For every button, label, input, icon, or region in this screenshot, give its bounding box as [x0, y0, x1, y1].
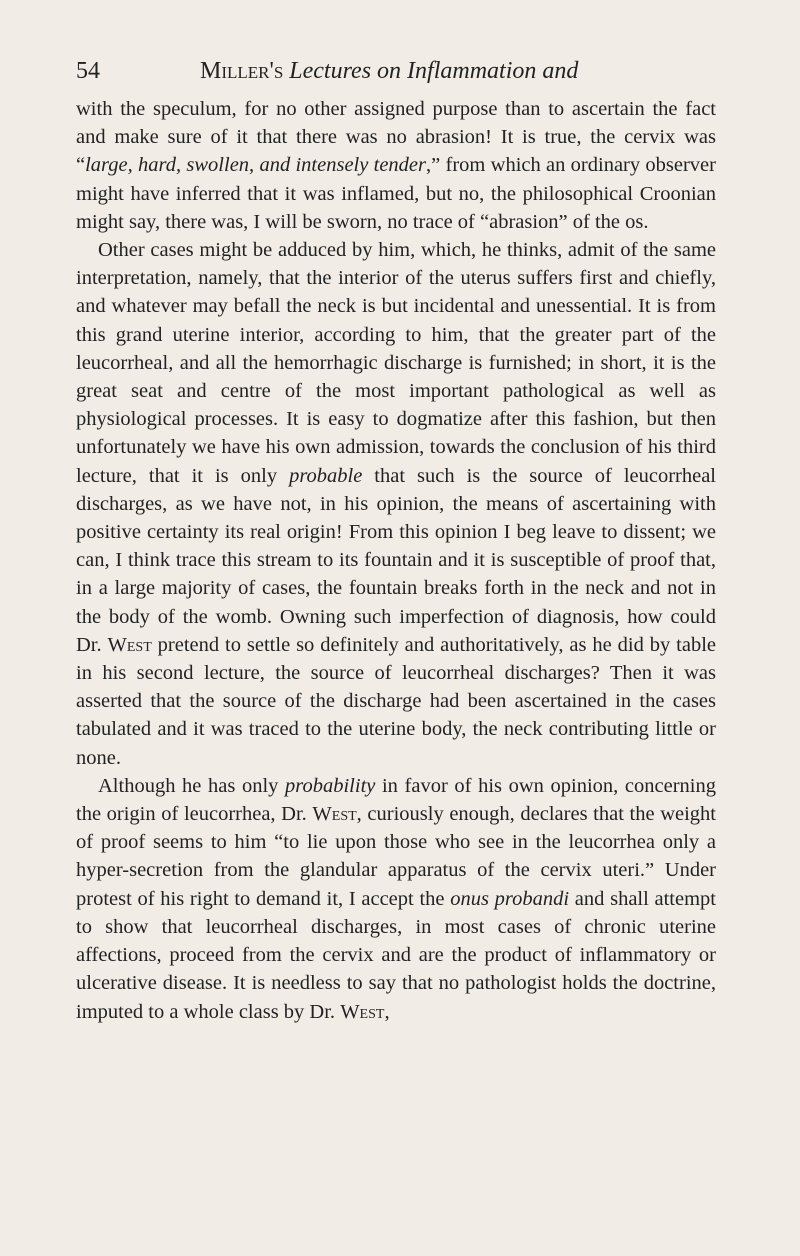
- body-paragraph: [76, 236, 716, 772]
- text-run: , curiously enough, declares that the weight of proof seems to him “to lie upon those who see in the leucorrhea only a hyper-secretion from the glandular apparatus of the cervix uteri.” Under protest of his right to demand it, I accept the: [76, 803, 716, 910]
- running-title-author: Miller's: [200, 58, 284, 84]
- page-body: [76, 95, 716, 1026]
- text-run: and shall attempt to show that leucorrheal discharges, in most cases of chronic uterine affections, proceed from the cervix and are the product of inflammatory or ulcerative disease. It is needless to say that no pathologist holds the doctrine, imputed to a whole class by Dr.: [76, 887, 716, 1023]
- text-run: Although he has only: [98, 774, 286, 797]
- running-title: [200, 58, 578, 85]
- text-run: with the speculum, for no other assigned purpose than to ascertain the fact and make sure of it that there was no abrasion! It is true, the cervix was “: [76, 98, 716, 177]
- text-run: that such is the source of leucorrheal discharges, as we have not, in his opinion, the means of ascertaining with positive certainty its real origin! From this opinion I beg leave to dissent; we can, I think trace this stream to its fountain and it is susceptible of proof that, in a large majority of cases, the fountain breaks forth in the neck and not in the body of the womb. Owning such imperfection of diagnosis, how could Dr.: [76, 464, 717, 656]
- text-run: in favor of his own opinion, concerning the origin of leucorrhea, Dr.: [76, 774, 716, 826]
- body-paragraph: [76, 95, 716, 236]
- italic-text: large, hard, swollen, and intensely tender: [85, 154, 427, 177]
- running-header: [76, 58, 716, 94]
- text-run: ,” from which an ordinary observer might have inferred that it was inflamed, but no, the philosophical Croonian might say, there was, I will be sworn, no trace of “abrasion” of the os.: [76, 154, 716, 233]
- text-run: Other cases might be adduced by him, which, he thinks, admit of the same interpretation, namely, that the interior of the uterus suffers first and chiefly, and whatever may befall the neck is but incidental and unessential. It is from this grand uterine interior, according to him, that the greater part of the leucorrheal, and all the hemorrhagic discharge is furnished; in short, it is the great seat and centre of the most important pathological as well as physiological processes. It is easy to dogmatize after this fashion, but then unfortunately we have his own admission, towards the conclusion of his third lecture, that it is only: [76, 239, 716, 487]
- body-paragraph: [76, 772, 716, 1026]
- page-number: 54: [76, 58, 100, 84]
- small-caps-name: West: [340, 1000, 385, 1023]
- italic-text: probable: [289, 464, 363, 487]
- running-title-main: Lectures on Inflammation and: [289, 58, 579, 84]
- italic-text: onus probandi: [450, 887, 570, 910]
- text-run: ,: [384, 1000, 390, 1023]
- small-caps-name: West: [312, 803, 357, 826]
- italic-text: probability: [285, 774, 376, 797]
- small-caps-name: West: [107, 633, 152, 656]
- text-run: pretend to settle so definitely and authoritatively, as he did by table in his second lecture, the source of leucorrheal discharges? Then it was asserted that the source of the discharge had been ascertained in the cases tabulated and it was traced to the uterine body, the neck contributing little or none.: [76, 633, 716, 769]
